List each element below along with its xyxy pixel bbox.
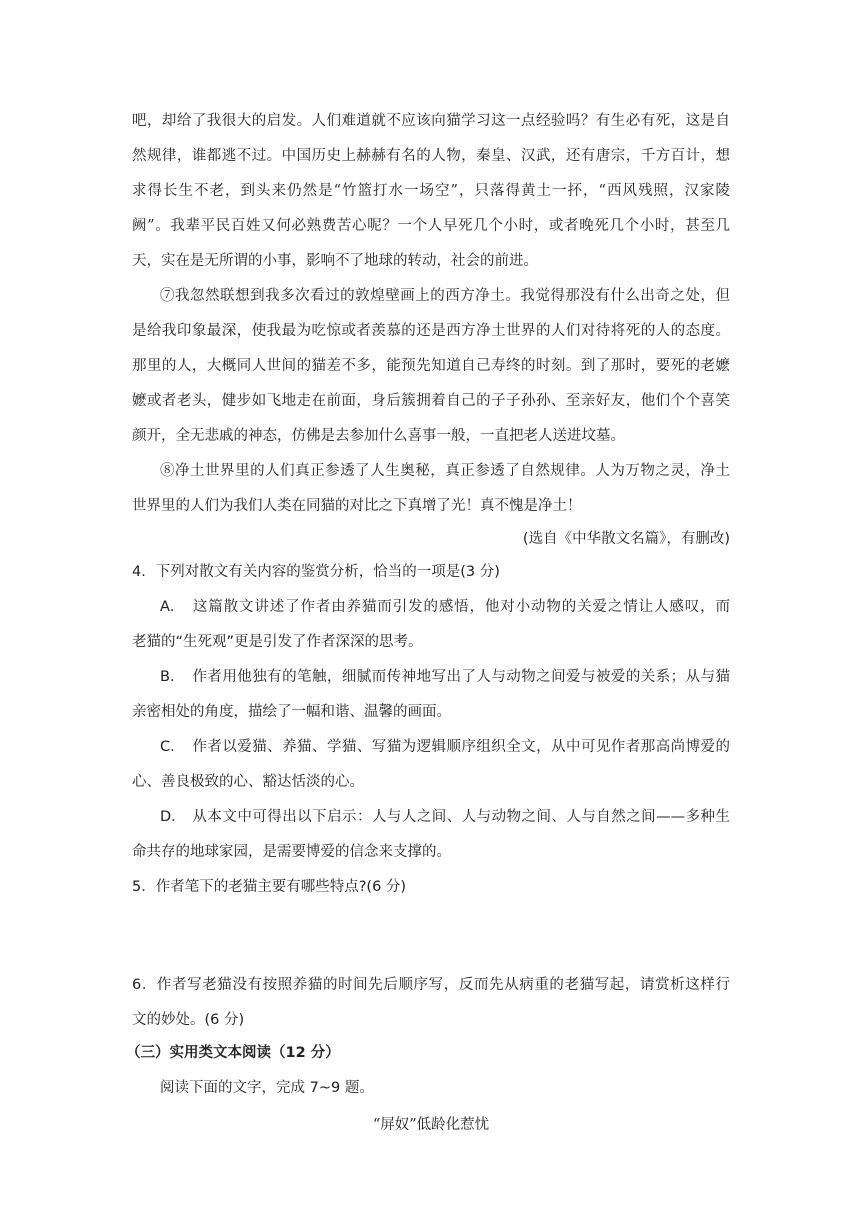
passage-line: ⑦我忽然联想到我多次看过的敦煌壁画上的西方净土。我觉得那没有什么出奇之处，但 <box>160 288 730 304</box>
option-d <box>160 807 730 827</box>
passage-line: 那里的人，大概同人世间的猫差不多，能预先知道自己寿终的时刻。到了那时，要死的老嬷 <box>132 358 730 374</box>
passage-line: 颜开，全无悲戚的神态，仿佛是去参加什么喜事一般，一直把老人送进坟墓。 <box>132 428 625 444</box>
option-a-cont: 老猫的“生死观”更是引发了作者深深的思考。 <box>132 634 423 650</box>
passage-line: 嬷或者老头，健步如飞地走在前面，身后簇拥着自己的子子孙孙、至亲好友，他们个个喜笑 <box>132 393 730 409</box>
passage-line: ⑧净土世界里的人们真正参透了人生奥秘，真正参透了自然规律。人为万物之灵，净土 <box>160 463 730 479</box>
article-title: “屏奴”低龄化惹忧 <box>372 1117 490 1133</box>
passage-line: 天，实在是无所谓的小事，影响不了地球的转动，社会的前进。 <box>132 253 538 269</box>
option-text: 作者用他独有的笔触，细腻而传神地写出了人与动物之间爱与被爱的关系；从与猫 <box>192 669 730 685</box>
passage-line: 阙”。我辈平民百姓又何必熟费苦心呢？一个人早死几个小时，或者晚死几个小时，甚至几 <box>132 218 730 234</box>
passage-line: 是给我印象最深，使我最为吃惊或者羡慕的还是西方净土世界的人们对待将死的人的态度。 <box>132 323 730 339</box>
passage-line: 世界里的人们为我们人类在同猫的对比之下真增了光！真不愧是净土！ <box>132 498 582 514</box>
option-a <box>160 597 730 617</box>
option-text: 这篇散文讲述了作者由养猫而引发的感悟，他对小动物的关爱之情让人感叹，而 <box>192 599 730 615</box>
option-label: C． <box>160 739 185 755</box>
option-d-cont: 命共存的地球家园，是需要博爱的信念来支撑的。 <box>132 844 451 860</box>
option-c <box>160 737 730 757</box>
option-b-cont: 亲密相处的角度，描绘了一幅和谐、温馨的画面。 <box>132 704 451 720</box>
option-label: A． <box>160 599 185 615</box>
option-text: 从本文中可得出以下启示：人与人之间、人与动物之间、人与自然之间——多种生 <box>192 809 730 825</box>
question-4-stem: 4．下列对散文有关内容的鉴赏分析，恰当的一项是(3 分) <box>132 564 500 580</box>
option-label: B． <box>160 669 185 685</box>
section-heading: （三）实用类文本阅读（12 分） <box>126 1045 340 1061</box>
passage-line: 然规律，谁都逃不过。中国历史上赫赫有名的人物，秦皇、汉武，还有唐宗，千方百计，想 <box>132 148 730 164</box>
section-instruction: 阅读下面的文字，完成 7~9 题。 <box>160 1080 374 1096</box>
source-note: (选自《中华散文名篇》，有删改) <box>522 531 730 547</box>
question-6-line: 文的妙处。(6 分) <box>132 1012 245 1028</box>
question-6-line: 6．作者写老猫没有按照养猫的时间先后顺序写，反而先从病重的老猫写起，请赏析这样行 <box>132 977 730 993</box>
passage-line: 吧，却给了我很大的启发。人们难道就不应该向猫学习这一点经验吗？有生必有死，这是自 <box>132 113 730 129</box>
question-5-stem: 5．作者笔下的老猫主要有哪些特点?(6 分) <box>132 879 407 895</box>
option-text: 作者以爱猫、养猫、学猫、写猫为逻辑顺序组织全文，从中可见作者那高尚博爱的 <box>192 739 730 755</box>
option-c-cont: 心、善良极致的心、豁达恬淡的心。 <box>132 774 364 790</box>
passage-line: 求得长生不老，到头来仍然是“竹篮打水一场空”，只落得黄土一抔，“西风残照，汉家陵 <box>132 183 730 199</box>
option-label: D． <box>160 809 186 825</box>
option-b <box>160 667 730 687</box>
